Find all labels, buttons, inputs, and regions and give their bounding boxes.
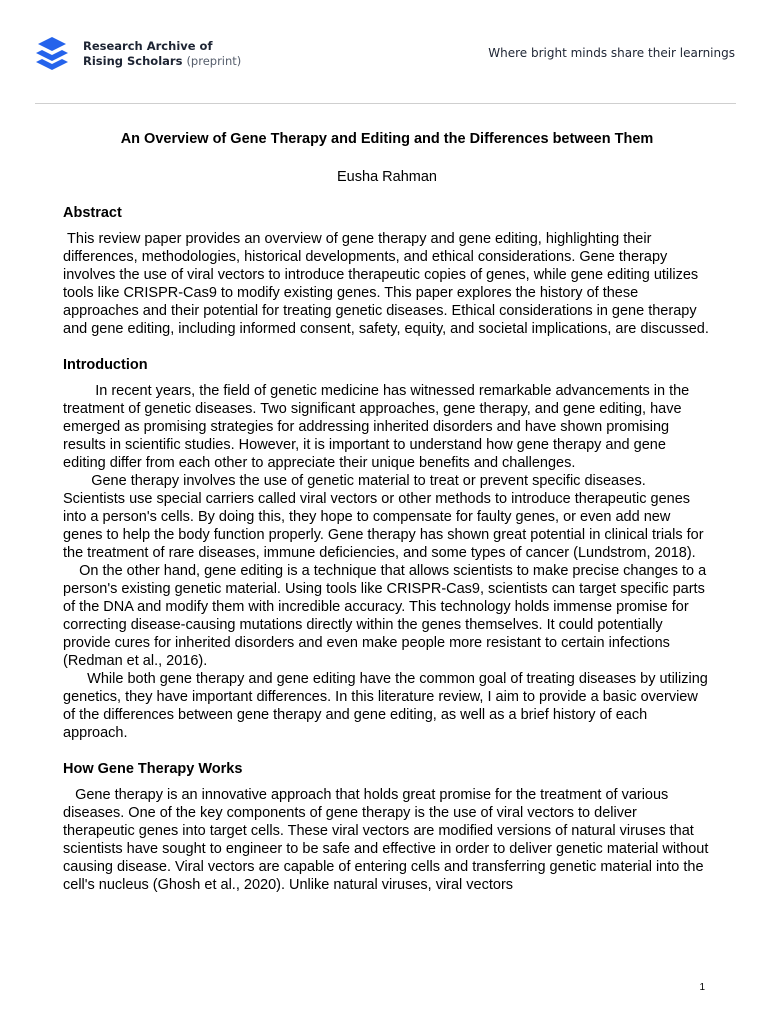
paper-title: An Overview of Gene Therapy and Editing and the Differences between Them: [120, 131, 654, 147]
header-divider: [35, 103, 736, 104]
tagline: Where bright minds share their learnings: [488, 46, 735, 60]
brand-line-2: [83, 54, 241, 69]
introduction-paragraph-1: In recent years, the field of genetic medicine has witnessed remarkable advancements in the treatment of genetic diseases. Two significant approaches, gene therapy, and gene editing, have emerged as promising strategies for addressing inherited disorders and have shown promising results in scientific studies. However, it is important to understand how gene therapy and gene editing differ from each other to appreciate their unique benefits and challenges.: [63, 383, 690, 471]
page-header: [0, 0, 768, 104]
introduction-paragraph-3: On the other hand, gene editing is a technique that allows scientists to make precise changes to a person's existing genetic material. Using tools like CRISPR-Cas9, scientists can target specific parts of the DNA and modify them with incredible accuracy. This technology holds immense promise for correcting disease-causing mutations directly within the genes themselves. It could potentially provide cures for inherited disorders and even make people more resistant to certain infections (Redman et al., 2016).: [63, 563, 707, 669]
paper-body: [63, 128, 711, 894]
abstract-paragraph: This review paper provides an overview of gene therapy and gene editing, highlighting their differences, methodologies, historical developments, and ethical considerations. Gene therapy involves the use of viral vectors to introduce therapeutic copies of genes, while gene editing utilizes tools like CRISPR-Cas9 to modify existing genes. This paper explores the history of these approaches and their potential for treating genetic diseases. Ethical considerations in gene therapy and gene editing, including informed consent, safety, equity, and societal implications, are discussed.: [63, 231, 709, 337]
brand-line-1: Research Archive of: [83, 39, 213, 53]
brand-line-2-text: Rising Scholars: [83, 54, 183, 68]
brand-preprint-label: (preprint): [186, 54, 242, 68]
introduction-paragraph-4: While both gene therapy and gene editing have the common goal of treating diseases by utilizing genetics, they have important differences. In this literature review, I aim to provide a basic overview of the differences between gene therapy and gene editing, as well as a brief history of each approach.: [63, 671, 708, 741]
paper-author: Eusha Rahman: [337, 169, 437, 185]
page-number: 1: [699, 982, 705, 993]
abstract-heading: Abstract: [63, 205, 122, 221]
stacked-chevrons-logo-icon: [34, 35, 70, 71]
brand-name: [83, 39, 241, 69]
how-gene-therapy-works-paragraph: Gene therapy is an innovative approach that holds great promise for the treatment of various diseases. One of the key components of gene therapy is the use of viral vectors to deliver therapeutic genes into target cells. These viral vectors are modified versions of natural viruses that scientists have sought to engineer to be safe and effective in order to deliver genetic material without causing disease. Viral vectors are capable of entering cells and transferring genetic material into the cell's nucleus (Ghosh et al., 2020). Unlike natural viruses, viral vectors: [63, 787, 709, 893]
introduction-heading: Introduction: [63, 357, 148, 373]
how-gene-therapy-works-heading: How Gene Therapy Works: [63, 761, 243, 777]
introduction-paragraph-2: Gene therapy involves the use of genetic material to treat or prevent specific diseases. Scientists use special carriers called viral vectors or other methods to introduce therapeutic genes into a person's cells. By doing this, they hope to compensate for faulty genes, or even add new genes to help the body function properly. Gene therapy has shown great potential in clinical trials for the treatment of rare diseases, immune deficiencies, and some types of cancer (Lundstrom, 2018).: [63, 473, 704, 561]
